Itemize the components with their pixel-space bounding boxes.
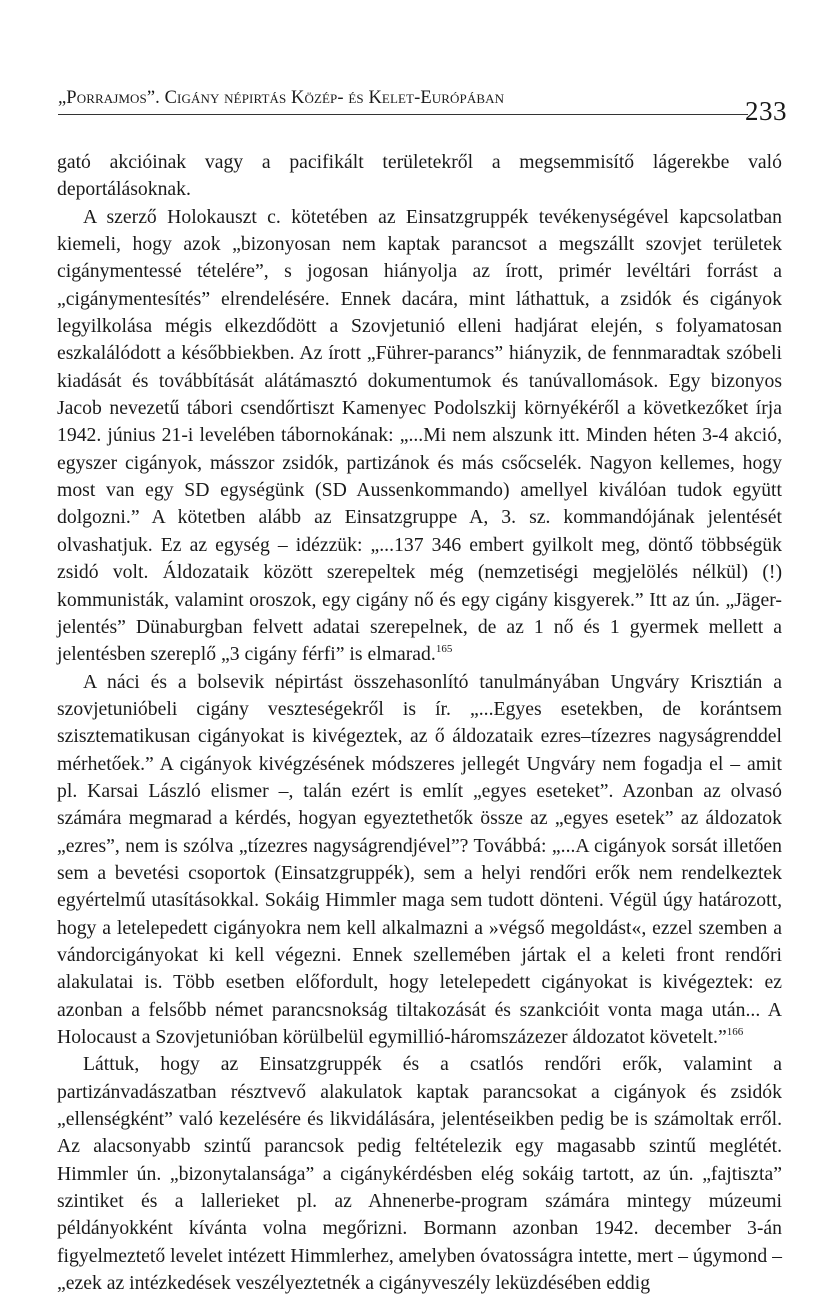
- paragraph-continuation: [57, 149, 782, 204]
- paragraph-text: gató akcióinak vagy a pacifikált területekről a megsemmisítő lágerekbe való deportálásoknak.: [57, 151, 782, 201]
- paragraph-himmler: [57, 1051, 782, 1297]
- paragraph-ungvary: [57, 669, 782, 1052]
- paragraph-text: A náci és a bolsevik népirtást összehasonlító tanulmányában Ungváry Krisztián a szovjetunióbeli cigány veszteségekről is ír. „...Egyes esetekben, de korántsem szisztematikusan cigányokat is kivégeztek, az ő áldozataik ezres–tízezres nagyságrenddel mérhetőek.” A cigányok kivégzésének módszeres jellegét Ungváry nem fogadja el – amit pl. Karsai László elismer –, talán ezért is említ „egyes eseteket”. Azonban az olvasó számára megmarad a kérdés, hogyan egyeztethetők össze az „egyes esetek” az áldozatok „ezres”, nem is szólva „tízezres nagyságrendjével”? Továbbá: „...A cigányok sorsát illetően sem a bevetési csoportok (Einsatzgruppék), sem a helyi rendőri erők nem rendelkeztek egyértelmű utasításokkal. Sokáig Himmler maga sem tudott dönteni. Végül úgy határozott, hogy a letelepedett cigányokra nem kell alkalmazni a »végső megoldást«, ezzel szemben a vándorcigányokat ki kell végezni. Ennek szellemében jártak el a keleti front rendőri alakulatai is. Több esetben előfordult, hogy letelepedett cigányokat is kivégeztek: ez azonban a felsőbb német parancsnokság tiltakozását és szankcióit vonta maga után... A Holocaust a Szovjetunióban körülbelül egymillió-háromszázezer áldozatot követelt.”: [57, 670, 782, 1048]
- footnote-marker: 166: [726, 1026, 744, 1038]
- body-text: [57, 149, 782, 1297]
- paragraph-text: A szerző Holokauszt c. kötetében az Einsatzgruppék tevékenységével kapcsolatban kiemeli, hogy azok „bizonyosan nem kaptak parancsot a megszállt szovjet területek cigánymentessé tételére”, s jogosan hiányolja az írott, primér levéltári forrást a „cigánymentesítés” elrendelésére. Ennek dacára, mint láthattuk, a zsidók és cigányok legyilkolása mégis elkezdődött a Szovjetunió elleni hadjárat elején, s folyamatosan eszkalálódott a későbbiekben. Az írott „Führer-parancs” hiányzik, de fennmaradtak szóbeli kiadását és továbbítását alátámasztó dokumentumok és tanúvallomások. Egy bizonyos Jacob nevezetű tábori csendőrtiszt Kamenyec Podolszkij környékéről a következőket írja 1942. június 21-i levelében tábornokának: „...Mi nem alszunk itt. Minden héten 3-4 akció, egyszer cigányok, másszor zsidók, partizánok és más csőcselék. Nagyon kellemes, hogy most van egy SD egységünk (SD Aussenkommando) amellyel kiválóan tudok együtt dolgozni.” A kötetben alább az Einsatzgruppe A, 3. sz. kommandójának jelentését olvashatjuk. Ez az egység – idézzük: „...137 346 embert gyilkolt meg, döntő többségük zsidó volt. Áldozataik között szerepeltek még (nemzetiségi megjelölés nélkül) (!) kommunisták, valamint oroszok, egy cigány nő és egy cigány kisgyerek.” Itt az ún. „Jäger-jelentés” Dünaburgban felvett adatai szerepelnek, de az 1 nő és 1 gyermek mellett a jelentésben szereplő „3 cigány férfi” is elmarad.: [57, 205, 782, 666]
- paragraph-einsatzgruppen: [57, 204, 782, 669]
- page-number: 233: [745, 96, 787, 126]
- running-title: „Porrajmos”. Cigány népirtás Közép- és Kelet-Európában: [58, 88, 505, 108]
- header-rule: [58, 114, 748, 115]
- paragraph-text: Láttuk, hogy az Einsatzgruppék és a csatlós rendőri erők, valamint a partizánvadászatban résztvevő alakulatok kaptak parancsokat a cigányok és zsidók „ellenségként” való kezelésére és likvidálására, jelentéseikben pedig be is számoltak erről. Az alacsonyabb szintű parancsok pedig feltételezik egy magasabb szintű meglétét. Himmler ún. „bizonytalansága” a cigánykérdésben elég sokáig tartott, az ún. „fajtiszta” szintiket és a lallerieket pl. az Ahnenerbe-program számára mintegy múzeumi példányokként kívánta volna megőrizni. Bormann azonban 1942. december 3-án figyelmeztető levelet intézett Himmlerhez, amelyben óvatosságra intette, mert – úgymond – „ezek az intézkedések veszélyeztetnék a cigányveszély leküzdésében eddig: [57, 1053, 782, 1295]
- footnote-marker: 165: [435, 643, 453, 656]
